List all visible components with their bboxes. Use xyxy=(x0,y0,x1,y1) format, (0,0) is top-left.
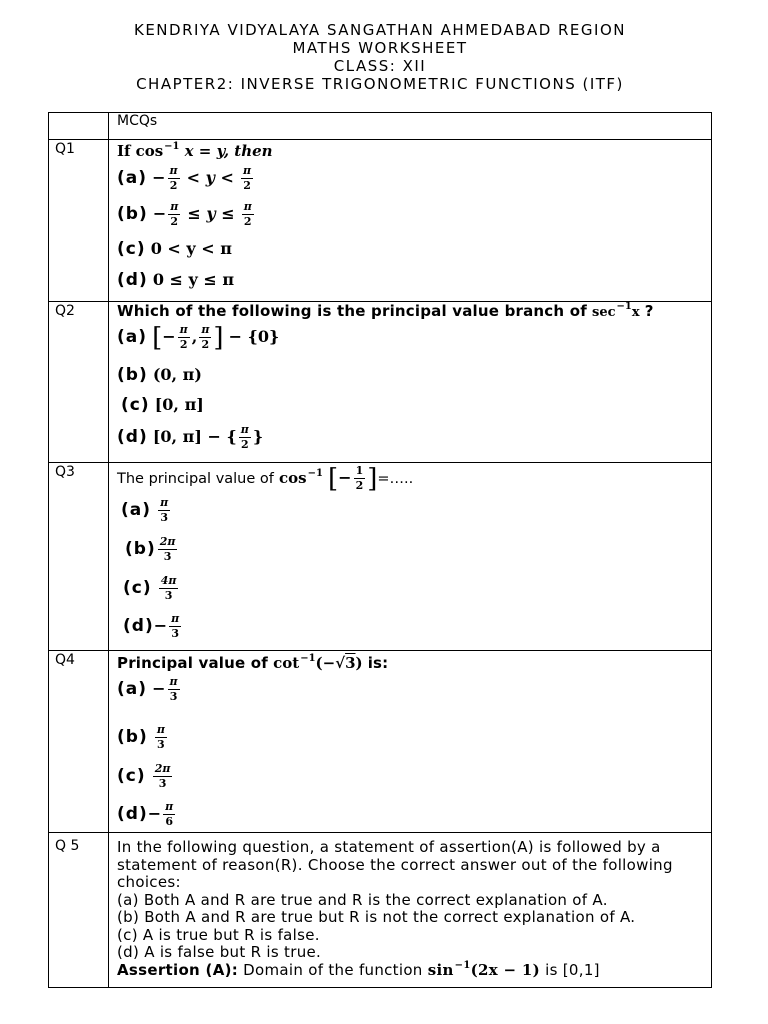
inequality: ≤ y ≤ xyxy=(187,204,235,223)
function-name: cos xyxy=(278,469,307,487)
denominator: 2 xyxy=(243,179,251,192)
question-number-cell xyxy=(49,302,109,462)
numerator: π xyxy=(201,323,210,336)
numerator: π xyxy=(169,675,178,688)
option-b xyxy=(117,360,202,390)
option-d xyxy=(117,265,234,295)
radicand: 3 xyxy=(345,654,356,672)
question-prompt xyxy=(117,140,273,162)
denominator: 3 xyxy=(160,511,168,524)
close-brace: } xyxy=(252,427,264,446)
minus-sign: − xyxy=(338,468,352,487)
table-header-row xyxy=(49,113,711,139)
option-expression: 0 ≤ y ≤ π xyxy=(152,270,235,289)
prompt-lead: If xyxy=(117,142,131,160)
minus-sign: − xyxy=(162,327,176,346)
option-expression: 0 < y < π xyxy=(150,239,232,258)
prompt-ending: =….. xyxy=(377,471,414,487)
question-number-cell xyxy=(49,833,109,987)
question-prompt xyxy=(117,651,388,675)
question-cell xyxy=(109,302,711,462)
option-label: (c) xyxy=(117,766,146,786)
fraction xyxy=(168,676,180,703)
denominator: 2 xyxy=(169,179,178,192)
denominator: 2 xyxy=(243,215,252,228)
prompt-expression: x = y, then xyxy=(184,142,273,160)
fraction xyxy=(178,324,190,351)
assertion-text: Domain of the function xyxy=(243,960,423,979)
question-number: Q1 xyxy=(55,141,75,157)
question-cell xyxy=(109,140,711,301)
minus-sign: − xyxy=(152,204,167,223)
option-label: (b) xyxy=(117,204,148,224)
option-expression: [0, π] − { xyxy=(152,427,237,446)
numerator: 1 xyxy=(355,464,364,477)
option-expression: (0, π) xyxy=(152,365,202,384)
question-row-q2 xyxy=(49,301,711,462)
choice-b: (b) Both A and R are true but R is not the correct explanation of A. xyxy=(117,908,636,926)
option-label: (d) xyxy=(117,270,148,290)
minus-sign: − xyxy=(147,804,162,823)
question-row-q1 xyxy=(49,139,711,301)
denominator: 2 xyxy=(240,438,249,451)
option-label: (c) xyxy=(123,578,152,598)
fraction xyxy=(163,801,175,828)
denominator: 3 xyxy=(169,690,178,703)
option-label: (b) xyxy=(117,365,148,385)
minus-sign: − xyxy=(152,168,166,187)
superscript: −1 xyxy=(164,141,180,152)
separator: , xyxy=(191,327,198,346)
option-a xyxy=(121,495,172,525)
argument-close: ) xyxy=(355,654,363,672)
mcq-table xyxy=(48,112,712,988)
inequality: < y < xyxy=(186,168,234,187)
question-row-q3 xyxy=(49,462,711,650)
open-bracket: [ xyxy=(152,322,163,353)
option-b xyxy=(117,722,169,752)
fraction xyxy=(241,165,253,192)
chapter-title: CHAPTER2: INVERSE TRIGONOMETRIC FUNCTIONS (ITF) xyxy=(136,75,624,93)
prompt-ending: is: xyxy=(367,654,389,672)
numerator: π xyxy=(240,423,249,436)
fraction xyxy=(354,465,366,492)
question-number: Q2 xyxy=(55,303,75,319)
question-mark: ? xyxy=(644,302,654,320)
fraction xyxy=(158,497,170,524)
option-a xyxy=(117,163,255,193)
section-label: MCQs xyxy=(117,113,158,129)
class-label: CLASS: XII xyxy=(333,57,427,75)
denominator: 3 xyxy=(157,738,165,751)
fraction xyxy=(153,763,173,790)
denominator: 2 xyxy=(355,479,364,492)
open-bracket: [ xyxy=(328,463,339,494)
fraction xyxy=(239,424,251,451)
numerator: π xyxy=(179,323,188,336)
option-label: (a) xyxy=(117,327,148,347)
numerator: π xyxy=(243,200,252,213)
prompt-text: Principal value of xyxy=(117,654,269,672)
numerator: π xyxy=(170,200,179,213)
option-a xyxy=(117,322,279,352)
option-label: (d) xyxy=(117,804,148,824)
option-label: (a) xyxy=(117,679,148,699)
superscript: −1 xyxy=(307,468,323,479)
fraction xyxy=(169,613,181,640)
numerator: 2π xyxy=(154,762,171,775)
superscript: −1 xyxy=(616,301,632,312)
question-prompt xyxy=(117,302,654,320)
function-name: sec xyxy=(592,305,616,320)
numerator: 4π xyxy=(160,574,177,587)
question-cell xyxy=(109,463,711,650)
numerator: π xyxy=(171,612,180,625)
question-cell xyxy=(109,651,711,832)
question-number: Q4 xyxy=(55,652,75,668)
instructions: In the following question, a statement of assertion(A) is followed by a statement of reason(R). Choose the correct answer out of the following choices: xyxy=(117,838,673,891)
numerator: π xyxy=(156,723,165,736)
section-label-cell xyxy=(109,113,711,139)
fraction xyxy=(168,201,180,228)
function-argument: x xyxy=(631,305,640,320)
option-label: (c) xyxy=(121,395,150,415)
fraction xyxy=(158,536,178,563)
denominator: 3 xyxy=(171,627,179,640)
option-c xyxy=(117,761,174,791)
choice-d: (d) A is false but R is true. xyxy=(117,943,322,961)
question-number-cell xyxy=(49,463,109,650)
option-label: (b) xyxy=(125,539,156,559)
option-label: (a) xyxy=(117,168,148,188)
option-label: (a) xyxy=(121,500,152,520)
question-row-q5 xyxy=(49,832,711,987)
close-bracket: ] xyxy=(367,463,378,494)
option-expression: [0, π] xyxy=(154,395,204,414)
numerator: π xyxy=(169,164,178,177)
numerator: 2π xyxy=(159,535,176,548)
option-b xyxy=(125,534,179,564)
prompt-text: Which of the following is the principal value branch of xyxy=(117,302,587,320)
function-name: sin xyxy=(427,960,454,979)
question-number: Q3 xyxy=(55,464,75,480)
choice-a: (a) Both A and R are true and R is the correct explanation of A. xyxy=(117,890,608,909)
denominator: 3 xyxy=(158,777,167,790)
function-name: cot xyxy=(273,654,300,672)
denominator: 6 xyxy=(165,815,173,828)
option-label: (c) xyxy=(117,239,146,259)
minus-sign: − xyxy=(153,616,168,635)
set-difference: − {0} xyxy=(228,327,280,346)
fraction xyxy=(155,724,167,751)
function-name: cos xyxy=(135,142,164,160)
argument-open: (−√ xyxy=(315,654,346,672)
minus-sign: − xyxy=(152,679,166,698)
fraction xyxy=(199,324,211,351)
option-c xyxy=(117,234,232,264)
function-argument: (2x − 1) xyxy=(470,960,541,979)
prompt-text: The principal value of xyxy=(117,471,274,487)
question-number: Q 5 xyxy=(55,838,80,854)
denominator: 3 xyxy=(164,589,173,602)
denominator: 3 xyxy=(163,550,172,563)
option-d xyxy=(117,422,263,452)
option-label: (b) xyxy=(117,727,148,747)
question-cell xyxy=(109,833,711,987)
choice-c: (c) A is true but R is false. xyxy=(117,925,320,944)
option-d xyxy=(117,799,177,829)
assertion-reason-block xyxy=(117,839,706,981)
option-d xyxy=(123,611,183,641)
worksheet-title: MATHS WORKSHEET xyxy=(292,39,468,57)
fraction xyxy=(242,201,254,228)
option-c xyxy=(123,573,180,603)
superscript: −1 xyxy=(454,959,471,971)
numerator: π xyxy=(243,164,252,177)
close-bracket: ] xyxy=(213,322,224,353)
question-number-cell xyxy=(49,140,109,301)
denominator: 2 xyxy=(170,215,179,228)
superscript: −1 xyxy=(300,653,316,664)
option-c xyxy=(121,390,204,420)
question-number-cell xyxy=(49,651,109,832)
option-label: (d) xyxy=(117,427,148,447)
numerator: π xyxy=(160,496,169,509)
numerator: π xyxy=(165,800,174,813)
assertion-line xyxy=(117,959,706,982)
assertion-label: Assertion (A): xyxy=(117,960,239,979)
question-prompt xyxy=(117,463,413,493)
school-name: KENDRIYA VIDYALAYA SANGATHAN AHMEDABAD REGION xyxy=(133,21,626,39)
assertion-ending: is [0,1] xyxy=(545,960,600,979)
option-a xyxy=(117,674,182,704)
denominator: 2 xyxy=(201,338,210,351)
option-b xyxy=(117,199,256,229)
denominator: 2 xyxy=(179,338,188,351)
fraction xyxy=(159,575,179,602)
fraction xyxy=(168,165,180,192)
question-row-q4 xyxy=(49,650,711,832)
option-label: (d) xyxy=(123,616,154,636)
number-column-header xyxy=(49,113,109,139)
